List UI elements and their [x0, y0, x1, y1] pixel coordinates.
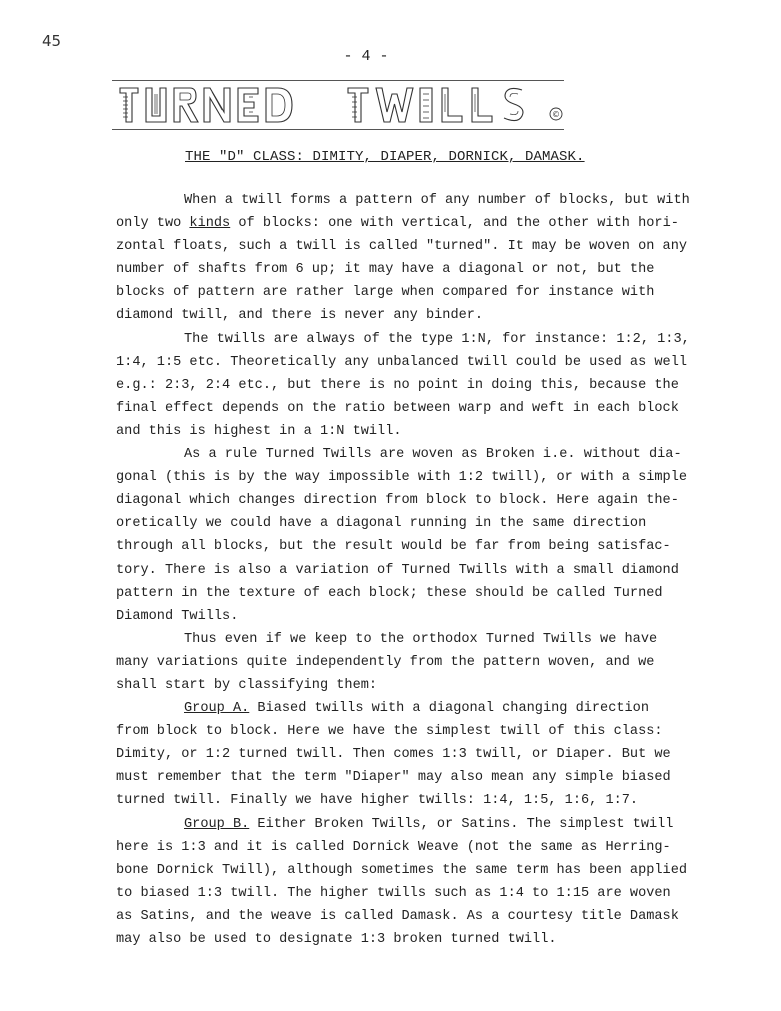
page-number: - 4 -	[343, 48, 389, 65]
text-line: pattern in the texture of each block; these should be called Turned	[116, 585, 663, 601]
text-line: turned twill. Finally we have higher twills: 1:4, 1:5, 1:6, 1:7.	[116, 793, 639, 809]
text-line: here is 1:3 and it is called Dornick Weave (not the same as Herring-	[116, 839, 671, 855]
text-line: final effect depends on the ratio between warp and weft in each block	[116, 400, 679, 416]
text-line: and this is highest in a 1:N twill.	[116, 423, 402, 439]
underlined-word: kinds	[189, 216, 231, 232]
group-a-label: Group A.	[184, 701, 250, 717]
text-line: Group B. Either Broken Twills, or Satins. The simplest twill	[184, 816, 674, 832]
text-line: zontal floats, such a twill is called "turned". It may be woven on any	[116, 239, 688, 255]
text-line: diagonal which changes direction from block to block. Here again the-	[116, 493, 679, 509]
text-line: Thus even if we keep to the orthodox Turned Twills we have	[184, 631, 658, 647]
decorative-title	[116, 84, 576, 128]
text-line: e.g.: 2:3, 2:4 etc., but there is no point in doing this, because the	[116, 377, 679, 393]
handwritten-page-number: 45	[42, 32, 62, 50]
text-line: must remember that the term "Diaper" may also mean any simple biased	[116, 770, 671, 786]
body-text	[116, 189, 716, 951]
text-line: number of shafts from 6 up; it may have a diagonal or not, but the	[116, 262, 655, 278]
text-line: many variations quite independently from the pattern woven, and we	[116, 654, 655, 670]
text-line: as Satins, and the weave is called Damask. As a courtesy title Damask	[116, 908, 679, 924]
section-subtitle: THE "D" CLASS: DIMITY, DIAPER, DORNICK, DAMASK.	[185, 149, 585, 165]
text-line: The twills are always of the type 1:N, for instance: 1:2, 1:3,	[184, 331, 690, 347]
title-rule-top	[112, 80, 564, 81]
text-line: from block to block. Here we have the simplest twill of this class:	[116, 724, 663, 740]
text-line: Group A. Biased twills with a diagonal changing direction	[184, 701, 649, 717]
text-line: shall start by classifying them:	[116, 677, 378, 693]
text-line: oretically we could have a diagonal running in the same direction	[116, 516, 647, 532]
text-line: gonal (this is by the way impossible with 1:2 twill), or with a simple	[116, 470, 688, 486]
text-line: As a rule Turned Twills are woven as Broken i.e. without dia-	[184, 447, 682, 463]
text-line: to biased 1:3 twill. The higher twills such as 1:4 to 1:15 are woven	[116, 885, 671, 901]
text-line: Dimity, or 1:2 turned twill. Then comes 1:3 twill, or Diaper. But we	[116, 747, 671, 763]
text-line: blocks of pattern are rather large when compared for instance with	[116, 285, 655, 301]
text-line: diamond twill, and there is never any binder.	[116, 308, 484, 324]
text-line: may also be used to designate 1:3 broken turned twill.	[116, 932, 557, 947]
text-line: only two kinds of blocks: one with vertical, and the other with hori-	[116, 216, 679, 232]
title-rule-bottom	[112, 129, 564, 130]
group-b-label: Group B.	[184, 816, 250, 832]
text-line: When a twill forms a pattern of any number of blocks, but with	[184, 193, 690, 208]
text-line: bone Dornick Twill), although sometimes the same term has been applied	[116, 862, 688, 878]
text-line: through all blocks, but the result would be far from being satisfac-	[116, 539, 671, 555]
text-line: tory. There is also a variation of Turned Twills with a small diamond	[116, 562, 679, 578]
title-ornament: ©	[552, 110, 560, 119]
text-line: Diamond Twills.	[116, 608, 239, 624]
text-line: 1:4, 1:5 etc. Theoretically any unbalanced twill could be used as well	[116, 354, 688, 370]
